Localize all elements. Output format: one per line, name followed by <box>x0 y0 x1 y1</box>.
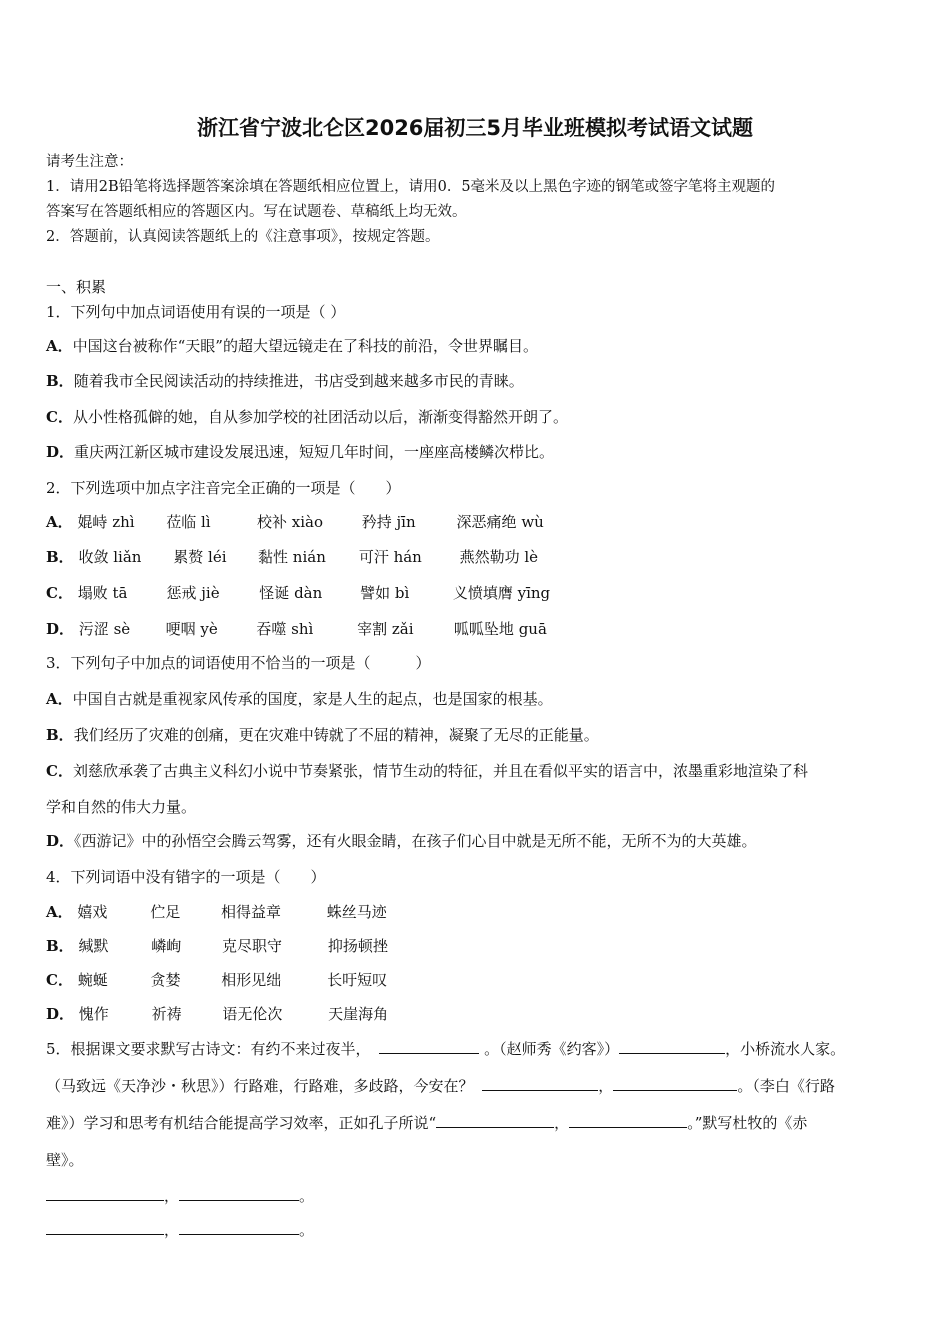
pinyin-item: 惩戒 jiè <box>166 584 220 602</box>
answer-blank[interactable] <box>179 1186 299 1201</box>
word-item: 相得益章 <box>220 903 281 921</box>
pinyin-item: 污涩 sè <box>78 620 131 638</box>
q5-text: ， <box>598 1077 614 1095</box>
separator: ， <box>164 1221 180 1239</box>
pinyin-item: 塌败 tā <box>77 584 128 602</box>
q2-row-b <box>46 547 538 567</box>
q5-text: （马致远《天净沙・秋思》）行路难，行路难，多歧路，今安在？ <box>46 1077 474 1095</box>
option-text: 《西游记》中的孙悟空会腾云驾雾，还有火眼金睛，在孩子们心目中就是无所不能，无所不为的大英雄。 <box>74 832 757 850</box>
word-item: 嶙峋 <box>151 937 182 955</box>
option-label: B． <box>46 937 74 955</box>
option-label: B． <box>46 726 74 744</box>
q1-stem: 1．下列句中加点词语使用有误的一项是（ ） <box>46 303 346 321</box>
answer-blank[interactable] <box>46 1186 164 1201</box>
q5-line-2 <box>46 1076 835 1096</box>
option-text: 中国自古就是重视家风传承的国度，家是人生的起点，也是国家的根基。 <box>72 690 553 708</box>
option-label: C． <box>46 584 73 602</box>
q2-row-c <box>46 583 550 603</box>
notice-item-1-line-1: 1．请用2B铅笔将选择题答案涂填在答题纸相应位置上，请用0．5毫米及以上黑色字迹的钢笔或签字笔将主观题的 <box>46 179 776 195</box>
option-text: 随着我市全民阅读活动的持续推进，书店受到越来越多市民的青睐。 <box>73 372 524 390</box>
pinyin-item: 可汗 hán <box>358 548 422 566</box>
q3-option-b <box>46 725 599 745</box>
q5-text: 。”默写杜牧的《赤 <box>687 1114 808 1132</box>
word-item: 相形见绌 <box>221 971 282 989</box>
q3-option-c-line-2: 学和自然的伟大力量。 <box>46 798 197 816</box>
pinyin-item: 义愤填膺 yīng <box>452 584 551 602</box>
q5-answer-line-1 <box>46 1186 314 1206</box>
option-text: 重庆两江新区城市建设发展迅速，短短几年时间，一座座高楼鳞次栉比。 <box>74 443 555 461</box>
word-item: 长吁短叹 <box>327 971 388 989</box>
q2-row-d <box>46 619 547 639</box>
q1-option-d <box>46 442 554 462</box>
pinyin-item: 怪诞 dàn <box>259 584 323 602</box>
word-item: 天崖海角 <box>328 1005 389 1023</box>
answer-blank[interactable] <box>569 1113 687 1128</box>
notice-item-2: 2．答题前，认真阅读答题纸上的《注意事项》，按规定答题。 <box>46 229 440 245</box>
separator: ， <box>164 1187 180 1205</box>
option-text: 刘慈欣承袭了古典主义科幻小说中节奏紧张，情节生动的特征，并且在看似平实的语言中，浓墨重彩地渲染了科 <box>72 762 808 780</box>
pinyin-item: 婫峙 zhì <box>77 513 135 531</box>
answer-blank[interactable] <box>379 1039 479 1054</box>
answer-blank[interactable] <box>46 1220 164 1235</box>
page-title: 浙江省宁波北仑区2026届初三5月毕业班模拟考试语文试题 <box>196 116 754 140</box>
option-label: C． <box>46 408 73 426</box>
q1-option-c <box>46 407 568 427</box>
option-label: C． <box>46 762 73 780</box>
word-item: 蜿蜒 <box>77 971 108 989</box>
pinyin-item: 呱呱坠地 guā <box>453 620 547 638</box>
option-label: C． <box>46 971 73 989</box>
q4-row-d <box>46 1004 388 1024</box>
section-heading: 一、积累 <box>46 278 107 296</box>
option-label: D． <box>46 620 75 638</box>
terminator: 。 <box>299 1187 315 1205</box>
pinyin-item: 矜持 jīn <box>361 513 416 531</box>
q1-option-b <box>46 371 524 391</box>
option-label: A． <box>46 903 73 921</box>
notice-heading: 请考生注意： <box>46 154 133 170</box>
q4-stem: 4．下列词语中没有错字的一项是（ ） <box>46 868 326 886</box>
q5-line-1 <box>46 1039 845 1059</box>
q4-row-a <box>46 902 387 922</box>
answer-blank[interactable] <box>179 1220 299 1235</box>
option-label: A． <box>46 337 73 355</box>
word-item: 缄默 <box>78 937 109 955</box>
option-label: A． <box>46 513 73 531</box>
q4-row-b <box>46 936 388 956</box>
q5-text: 5．根据课文要求默写古诗文：有约不来过夜半， <box>46 1040 371 1058</box>
q3-option-c-line-1 <box>46 761 808 781</box>
answer-blank[interactable] <box>436 1113 554 1128</box>
notice-item-1-line-2: 答案写在答题纸相应的答题区内。写在试题卷、草稿纸上均无效。 <box>46 204 467 220</box>
word-item: 蛛丝马迹 <box>326 903 387 921</box>
q5-text: ，小桥流水人家。 <box>725 1040 846 1058</box>
pinyin-item: 收敛 liǎn <box>78 548 142 566</box>
pinyin-item: 莅临 lì <box>166 513 211 531</box>
pinyin-item: 校补 xiào <box>256 513 323 531</box>
q5-text: 难》）学习和思考有机结合能提高学习效率，正如孔子所说“ <box>46 1114 437 1132</box>
option-label: D． <box>46 832 75 850</box>
q1-option-a <box>46 336 538 356</box>
q4-row-c <box>46 970 387 990</box>
word-item: 语无伦次 <box>222 1005 283 1023</box>
q5-text: ， <box>554 1114 570 1132</box>
word-item: 祈祷 <box>151 1005 182 1023</box>
pinyin-item: 哽咽 yè <box>165 620 218 638</box>
pinyin-item: 宰割 zǎi <box>357 620 414 638</box>
option-text: 我们经历了灾难的创痛，更在灾难中铸就了不屈的精神，凝聚了无尽的正能量。 <box>73 726 599 744</box>
option-label: A． <box>46 690 73 708</box>
q5-line-4: 壁》。 <box>46 1151 84 1169</box>
option-text: 从小性格孤僻的她，自从参加学校的社团活动以后，渐渐变得豁然开朗了。 <box>72 408 568 426</box>
pinyin-item: 累赘 léi <box>173 548 227 566</box>
word-item: 嬉戏 <box>77 903 108 921</box>
word-item: 贪婪 <box>150 971 181 989</box>
answer-blank[interactable] <box>482 1076 598 1091</box>
q5-text: 。（李白《行路 <box>737 1077 835 1095</box>
word-item: 克尽职守 <box>222 937 283 955</box>
word-item: 伫足 <box>150 903 181 921</box>
pinyin-item: 深恶痛绝 wù <box>456 513 544 531</box>
q2-stem: 2．下列选项中加点字注音完全正确的一项是（ ） <box>46 479 401 497</box>
answer-blank[interactable] <box>613 1076 737 1091</box>
q5-answer-line-2 <box>46 1220 314 1240</box>
q3-option-a <box>46 689 553 709</box>
word-item: 抑扬顿挫 <box>327 937 388 955</box>
pinyin-item: 吞噬 shì <box>256 620 314 638</box>
word-item: 愧作 <box>78 1005 109 1023</box>
answer-blank[interactable] <box>619 1039 725 1054</box>
pinyin-item: 燕然勒功 lè <box>459 548 539 566</box>
option-label: D． <box>46 443 75 461</box>
option-label: B． <box>46 372 74 390</box>
q5-line-3 <box>46 1113 807 1133</box>
pinyin-item: 譬如 bì <box>360 584 410 602</box>
q5-text: 。（赵师秀《约客》） <box>484 1040 620 1058</box>
q2-row-a <box>46 512 544 532</box>
option-text: 中国这台被称作“天眼”的超大望远镜走在了科技的前沿，令世界瞩目。 <box>72 337 538 355</box>
pinyin-item: 黏性 nián <box>258 548 326 566</box>
terminator: 。 <box>299 1221 315 1239</box>
q3-stem: 3．下列句子中加点的词语使用不恰当的一项是（ ） <box>46 654 431 672</box>
q3-option-d <box>46 831 757 851</box>
option-label: D． <box>46 1005 75 1023</box>
option-label: B． <box>46 548 74 566</box>
